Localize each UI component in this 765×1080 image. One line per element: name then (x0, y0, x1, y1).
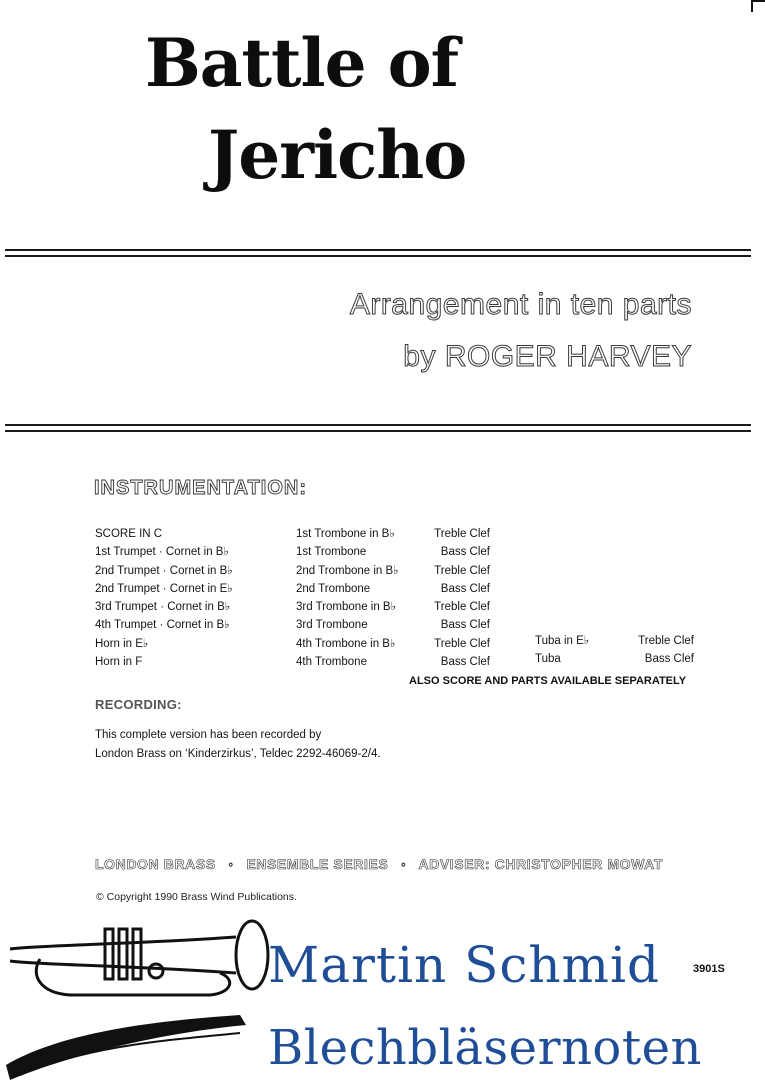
corner-mark (753, 0, 765, 2)
corner-mark-vertical (751, 0, 753, 12)
instrument-item: Tuba (535, 653, 561, 666)
catalog-code: 3901S (693, 963, 725, 975)
clef-item: Treble Clef (434, 528, 490, 540)
title-line-1: Battle of (145, 24, 458, 102)
instrument-item: 1st Trombone in B♭ (296, 528, 395, 540)
series-separator: ◦ (228, 856, 234, 872)
tuba-column (535, 632, 589, 669)
instrument-item: 2nd Trumpet · Cornet in B♭ (95, 564, 233, 577)
series-separator: ◦ (400, 856, 407, 872)
instrument-item: 4th Trombone (296, 656, 367, 669)
brand-name: Martin Schmid (268, 936, 660, 994)
brand-tagline: Blechbläsernoten (268, 1020, 702, 1076)
arrangement-subtitle: Arrangement in ten parts (349, 288, 692, 321)
trumpet-icon (0, 915, 270, 1080)
clef-item: Treble Clef (434, 564, 490, 577)
divider-top (5, 249, 751, 257)
copyright: © Copyright 1990 Brass Wind Publications. (96, 891, 297, 903)
series-publisher: LONDON BRASS (95, 856, 216, 872)
clef-item: Bass Clef (440, 546, 490, 559)
instrument-item: 1st Trumpet · Cornet in B♭ (95, 546, 229, 559)
instrument-item: Horn in F (95, 656, 143, 669)
tuba-clef-column (600, 632, 694, 669)
series-line (95, 856, 663, 872)
instrument-column-1 (95, 525, 233, 671)
availability-note: ALSO SCORE AND PARTS AVAILABLE SEPARATELY (409, 675, 687, 687)
instrument-item: 4th Trombone in B♭ (296, 637, 396, 650)
instrument-item: 3rd Trombone (296, 619, 368, 632)
arranger-credit: by ROGER HARVEY (403, 340, 692, 373)
instrument-item: 2nd Trumpet · Cornet in E♭ (95, 582, 233, 595)
clef-item: Treble Clef (638, 635, 694, 647)
clef-column (405, 525, 490, 671)
instrument-item: Tuba in E♭ (535, 635, 590, 647)
instrument-item: 3rd Trumpet · Cornet in B♭ (95, 601, 231, 614)
clef-item: Treble Clef (434, 601, 490, 614)
divider-middle (5, 424, 751, 432)
series-name: ENSEMBLE SERIES (246, 856, 389, 872)
instrumentation-heading: INSTRUMENTATION: (94, 477, 308, 499)
instrument-item: SCORE IN C (95, 528, 163, 540)
series-adviser: ADVISER: CHRISTOPHER MOWAT (418, 856, 663, 872)
instrument-item: 2nd Trombone (296, 582, 371, 595)
clef-item: Bass Clef (644, 653, 694, 666)
recording-text (95, 726, 381, 764)
title-line-2: Jericho (208, 116, 467, 194)
instrument-item: 3rd Trombone in B♭ (296, 601, 397, 614)
instrument-item: 2nd Trombone in B♭ (296, 564, 399, 577)
instrument-item: 1st Trombone (296, 546, 367, 559)
clef-item: Bass Clef (440, 656, 490, 669)
clef-item: Treble Clef (434, 637, 490, 650)
recording-line-2: London Brass on ‘Kinderzirkus’, Teldec 2292-46069-2/4. (95, 748, 381, 760)
clef-item: Bass Clef (440, 582, 490, 595)
instrument-item: Horn in E♭ (95, 637, 149, 650)
recording-line-1: This complete version has been recorded by (95, 729, 322, 741)
instrument-column-2 (296, 525, 399, 671)
recording-heading: RECORDING: (95, 697, 182, 712)
clef-item: Bass Clef (440, 619, 490, 632)
instrument-item: 4th Trumpet · Cornet in B♭ (95, 619, 230, 632)
